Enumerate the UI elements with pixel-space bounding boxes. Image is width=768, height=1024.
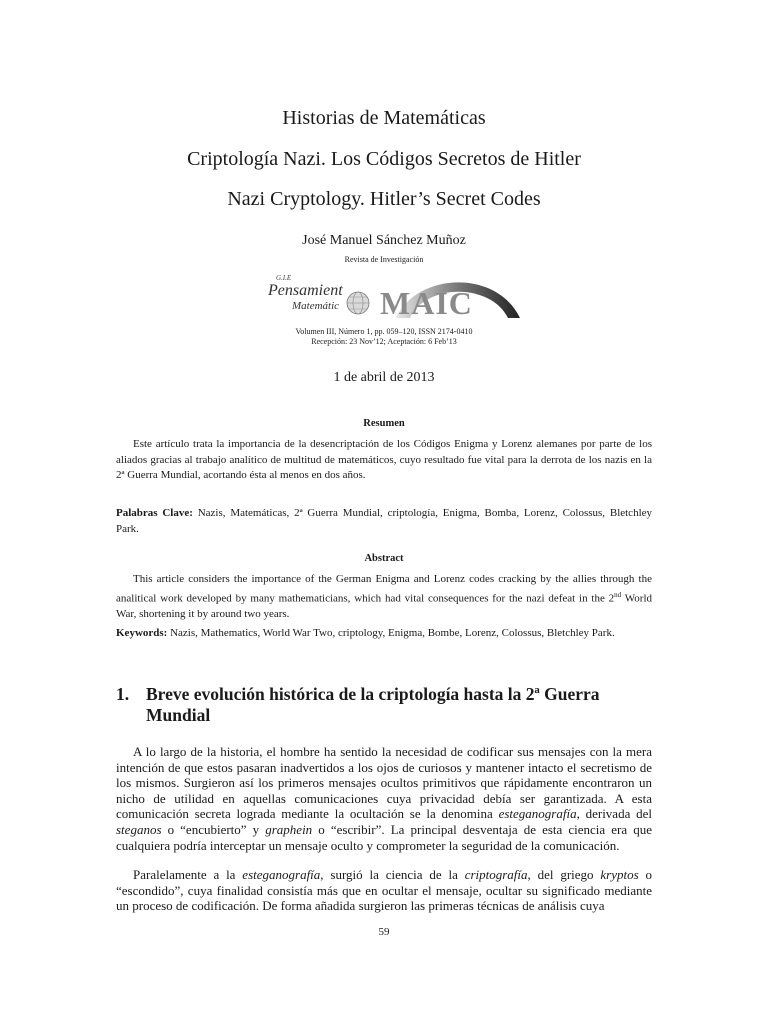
abstract-text xyxy=(116,572,652,622)
section-1-heading xyxy=(116,684,656,728)
p1-text-d: o “escribir”. La principal desventaja de esta ciencia era que cualquiera podría interceptar un mensaje oculto y comprometer la seguridad de la comunicación. xyxy=(116,821,652,853)
p1-text-c: o “encubierto” y xyxy=(161,821,266,837)
keywords-en: Nazis, Mathematics, World War Two, criptology, Enigma, Bombe, Lorenz, Colossus, Bletchley Park. xyxy=(170,627,615,639)
keywords-label-es: Palabras Clave: xyxy=(116,507,193,519)
author-name: José Manuel Sánchez Muñoz xyxy=(302,233,466,248)
p2-text-a: Paralelamente a la xyxy=(133,867,243,882)
paper-title-en: Nazi Cryptology. Hitler’s Secret Codes xyxy=(227,188,541,210)
section-title: Breve evolución histórica de la criptología hasta la 2ª Guerra Mundial xyxy=(146,684,600,725)
logo-left-small: G.I.E xyxy=(276,274,292,282)
p2-text-d: o “escondido”, cuya finalidad consistía más que en ocultar el mensaje, ocultar su significado mediante un proceso de codificación. De forma añadida surgieron las primeras técnicas de análisis cuya xyxy=(116,867,653,914)
section-1-paragraph-2 xyxy=(116,867,652,914)
journal-logos xyxy=(246,273,522,323)
logo-left-sub: Matemátic xyxy=(292,300,340,312)
series-title: Historias de Matemáticas xyxy=(282,107,486,129)
section-1-paragraph-1 xyxy=(116,744,652,853)
p1-italic-2: steganos xyxy=(116,821,162,837)
logo-left-main: Pensamient xyxy=(268,282,343,299)
resumen-heading: Resumen xyxy=(363,418,405,429)
resumen-keywords xyxy=(116,506,652,537)
p2-text-b: , surgió la ciencia de la xyxy=(320,867,465,882)
paper-title-es: Criptología Nazi. Los Códigos Secretos de Hitler xyxy=(187,148,581,170)
keywords-es: Nazis, Matemáticas, 2ª Guerra Mundial, criptología, Enigma, Bomba, Lorenz, Colossus, Bletchley Park. xyxy=(116,507,653,535)
dates-line: Recepción: 23 Nov’12; Aceptación: 6 Feb’13 xyxy=(311,337,457,346)
abstract-keywords xyxy=(116,626,652,642)
abstract-text-a: This article considers the importance of the German Enigma and Lorenz codes cracking by the allies through the analitical work developed by many mathematicians, which had vital consequences for the nazi defeat in the 2 xyxy=(116,573,652,605)
section-number: 1. xyxy=(116,684,130,704)
p1-text-b: , derivada del xyxy=(576,806,653,822)
journal-label: Revista de Investigación xyxy=(344,255,424,264)
abstract-heading: Abstract xyxy=(364,553,404,564)
p1-italic-1: esteganografía xyxy=(498,806,577,822)
abstract-superscript: nd xyxy=(614,590,622,599)
p2-italic-1: esteganografía xyxy=(242,867,321,882)
p1-text-a: A lo largo de la historia, el hombre ha sentido la necesidad de codificar sus mensajes con la mera intención de que estos pasaran inadvertidos a los ojos de curiosos y mantener intacto el secretismo de los mismos. Surgieron así los primeros mensajes ocultos primitivos que rápidamente encontraron un nicho de utilidad en aquellas comunicaciones cuya privacidad debía ser garantizada. A esta comunicación secreta lograda mediante la ocultación se la denomina xyxy=(116,744,652,822)
logo-right: MAIC xyxy=(380,285,473,321)
publication-date: 1 de abril de 2013 xyxy=(333,370,435,385)
keywords-label-en: Keywords: xyxy=(116,627,168,639)
page-number: 59 xyxy=(378,926,390,938)
resumen-text: Este artículo trata la importancia de la desencriptación de los Códigos Enigma y Lorenz alemanes por parte de los aliados gracias al trabajo analítico de multitud de matemáticos, cuyo resultado fue vital para la derrota de los nazis en la 2ª Guerra Mundial, acortando ésta al menos en dos años. xyxy=(116,438,652,481)
globe-icon xyxy=(347,292,369,314)
p2-italic-3: kryptos xyxy=(600,867,639,882)
p2-text-c: , del griego xyxy=(527,867,601,882)
abstract-text-b: World War, shortening it by around two years. xyxy=(116,592,652,620)
volume-line: Volumen III, Número 1, pp. 059–120, ISSN 2174-0410 xyxy=(295,327,473,336)
p2-italic-2: criptografía xyxy=(464,867,528,882)
p1-italic-3: graphein xyxy=(265,821,313,837)
